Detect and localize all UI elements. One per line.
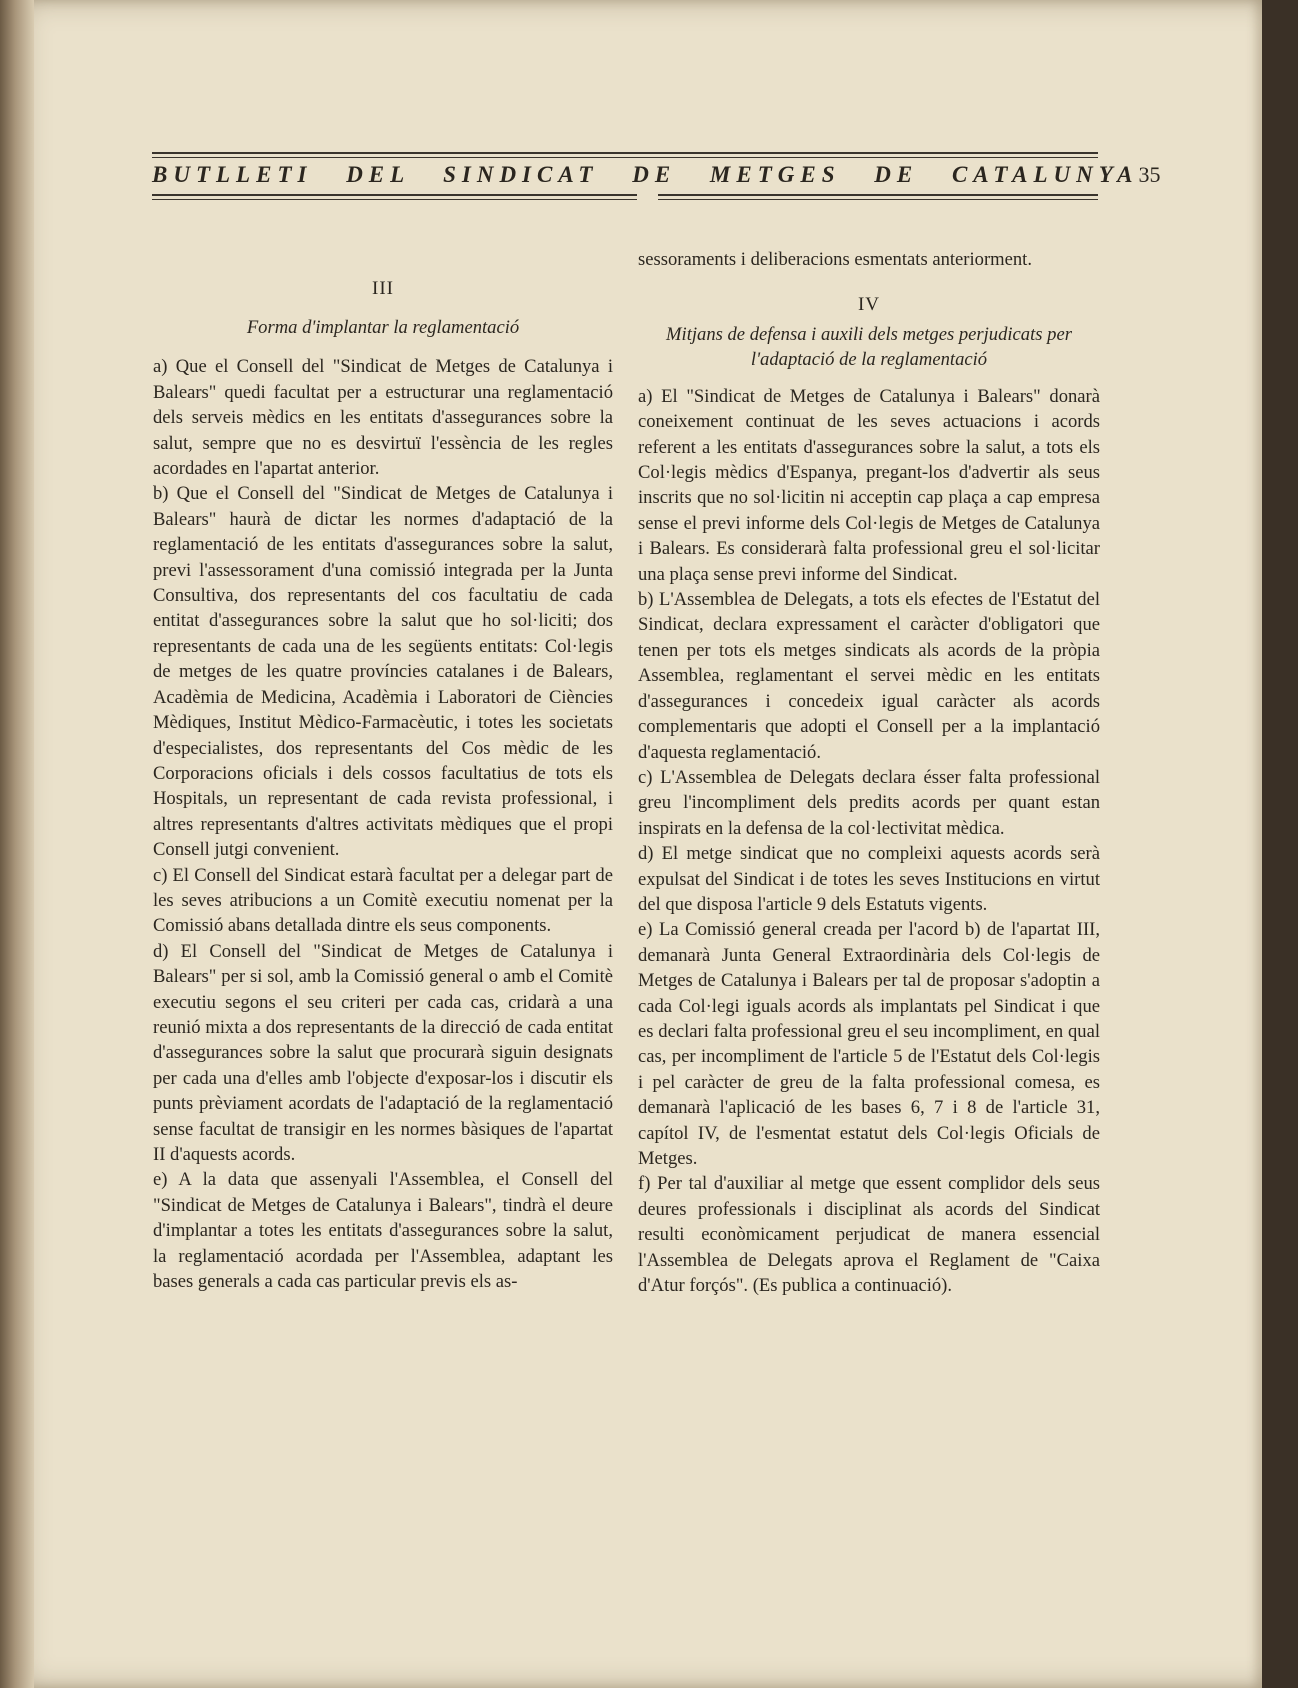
paragraph-iv-a: a) El "Sindicat de Metges de Catalunya i Balears" donarà coneixement continuat de les seves actuacions i acords referent a les entitats d'assegurances sobre la salut, a tots els Col·legis mèdics d'Espanya, pregant-los d'advertir als seus inscrits que no sol·licitin ni acceptin cap plaça a cap empresa sense el previ informe dels Col·legis de Metges de Catalunya i Balears. Es considerarà falta professional greu el sol·licitar una plaça sense previ informe del Sindicat. bbox=[638, 385, 1100, 585]
section-title-iii: Forma d'implantar la reglamentació bbox=[246, 317, 520, 339]
paragraph-iii-c: c) El Consell del Sindicat estarà facultat per a delegar part de les seves atribucions a un Comitè executiu nomenat per la Comissió abans detallada dintre els seus components. bbox=[153, 864, 613, 937]
header-rule-bottom bbox=[152, 194, 1098, 196]
paragraph-iv-e: e) La Comissió general creada per l'acord b) de l'apartat III, demanarà Junta General Extraordinària dels Col·legis de Metges de Catalunya i Balears per tal de proposar s'adoptin a cada Col·legi iguals acords als implantats pel Sindicat i que es declari falta professional greu el seu incompliment, en qual cas, per incompliment de l'article 5 de l'Estatut dels Col·legis i pel caràcter de greu de la falta professional comesa, es demanarà l'aplicació de les bases 6, 7 i 8 de l'article 31, capítol IV, de l'esmentat estatut dels Col·legis Oficials de Metges. bbox=[638, 919, 1100, 1169]
paragraph-iv-f: f) Per tal d'auxiliar al metge que essent complidor dels seus deures professionals i disciplinat als acords del Sindicat resulti econòmicament perjudicat de manera essencial l'Assemblea de Delegats aprova el Reglament de "Caixa d'Atur forçós". (Es publica a continuació). bbox=[638, 1173, 1100, 1297]
running-header bbox=[152, 152, 1161, 200]
section-number-iii: III bbox=[372, 278, 394, 299]
page-number: 35 bbox=[1138, 162, 1161, 187]
paragraph-continuation: sessoraments i deliberacions esmentats anteriorment. bbox=[638, 249, 1032, 270]
book-spine-shadow bbox=[0, 0, 34, 1688]
paragraph-iii-a: a) Que el Consell del "Sindicat de Metges de Catalunya i Balears" quedi facultat per a estructurar una reglamentació dels serveis mèdics en les entitats d'assegurances sobre la salut, sempre que no es desvirtuï l'essència de les regles acordades en l'apartat anterior. bbox=[153, 356, 613, 480]
paragraph-iv-c: c) L'Assemblea de Delegats declara ésser falta professional greu l'incompliment dels predits acords per quant estan inspirats en la defensa de la col·lectivitat mèdica. bbox=[638, 766, 1100, 839]
left-column bbox=[153, 246, 613, 1294]
section-title-iv: Mitjans de defensa i auxili dels metges perjudicats per l'adaptació de la reglamentació bbox=[666, 323, 1072, 370]
paragraph-iv-d: d) El metge sindicat que no compleixi aquests acords serà expulsat del Sindicat i de totes les seves Institucions en virtut del que disposa l'article 9 dels Estatuts vigents. bbox=[638, 843, 1100, 915]
header-row bbox=[152, 158, 1161, 192]
paragraph-iv-b: b) L'Assemblea de Delegats, a tots els efectes de l'Estatut del Sindicat, declara expressament el caràcter d'obligatori que tenen per tots els metges sindicats als acords de la pròpia Assemblea, reglamentant el servei mèdic en les entitats d'assegurances i concedeix igual caràcter als acords complementaris que adopti el Consell per a la implantació d'aquesta reglamentació. bbox=[638, 589, 1100, 763]
header-rule-bottom-thin bbox=[152, 199, 1098, 200]
paragraph-iii-b: b) Que el Consell del "Sindicat de Metges de Catalunya i Balears" haurà de dictar les normes d'adaptació de la reglamentació de les entitats d'assegurances sobre la salut, previ l'assessorament d'una comissió integrada per la Junta Consultiva, dos representants del cos facultatiu de cada entitat d'assegurances sobre la salut que ho sol·liciti; dos representants de cada una de les següents entitats: Col·legis de metges de les quatre províncies catalanes i de Balears, Acadèmia de Medicina, Acadèmia i Laboratori de Ciències Mèdiques, Institut Mèdico-Farmacèutic, i totes les societats d'especialistes, dos representants del Cos mèdic de les Corporacions oficials i dels cossos facultatius de tots els Hospitals, un representant de cada revista professional, i altres representants d'altres activitats mèdiques que el propi Consell jutgi convenient. bbox=[153, 483, 613, 861]
right-column bbox=[638, 247, 1100, 1298]
paragraph-iii-d: d) El Consell del "Sindicat de Metges de Catalunya i Balears" per si sol, amb la Comissió general o amb el Comitè executiu segons el seu criteri per cada cas, cridarà a una reunió mixta a dos representants de la direcció de cada entitat d'assegurances sobre la salut que procurarà siguin designats per cada una d'elles amb l'objecte d'exposar-los i discutir els punts prèviament acordats de l'adaptació de la reglamentació sense facultat de transigir en les normes bàsiques de l'apartat II d'aquests acords. bbox=[153, 940, 613, 1165]
paragraph-iii-e: e) A la data que assenyali l'Assemblea, el Consell del "Sindicat de Metges de Catalunya i Balears", tindrà el deure d'implantar a totes les entitats d'assegurances sobre la salut, la reglamentació acordada per l'Assemblea, adaptant les bases generals a cada cas particular previs els as- bbox=[153, 1169, 613, 1293]
header-rule-top bbox=[152, 152, 1098, 154]
section-number-iv: IV bbox=[857, 294, 881, 316]
journal-title: BUTLLETI DEL SINDICAT DE METGES DE CATALUNYA bbox=[152, 162, 1139, 187]
